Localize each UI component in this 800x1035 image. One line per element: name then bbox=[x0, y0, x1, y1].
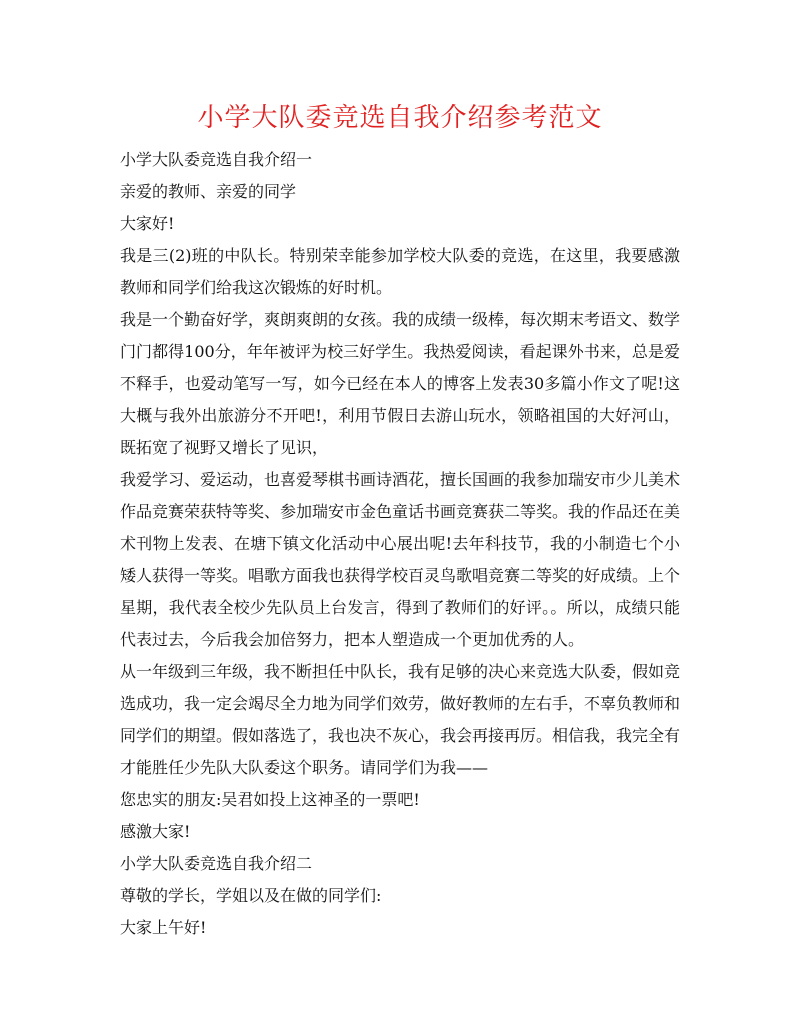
paragraph-greeting-2: 大家上午好! bbox=[120, 918, 207, 937]
paragraph-heading-2: 小学大队委竞选自我介绍二 bbox=[120, 854, 313, 873]
paragraph-pledge: 从一年级到三年级，我不断担任中队长，我有足够的决心来竞选大队委，假如竞选成功，我一定会竭尽全力地为同学们效劳，做好教师的左右手，不辜负教师和同学们的期望。假如落选了，我也决不灰心，我会再接再厉。相信我，我完全有才能胜任少先队大队委这个职务。请同学们为我—— bbox=[120, 662, 681, 777]
document-title: 小学大队委竞选自我介绍参考范文 bbox=[197, 103, 603, 133]
paragraph-hobbies: 我爱学习、爱运动，也喜爱琴棋书画诗酒花，擅长国画的我参加瑞安市少儿美术作品竞赛荣获特等奖、参加瑞安市金色童话书画竞赛获二等奖。我的作品还在美术刊物上发表、在塘下镇文化活动中心展出呢!去年科技节，我的小制造七个小矮人获得一等奖。唱歌方面我也获得学校百灵鸟歌唱竞赛二等奖的好成绩。上个星期，我代表全校少先队员上台发言，得到了教师们的好评。。所以，成绩只能代表过去，今后我会加倍努力，把本人塑造成一个更加优秀的人。 bbox=[120, 470, 681, 649]
paragraph-salutation: 亲爱的教师、亲爱的同学 bbox=[120, 182, 297, 201]
paragraph-study: 我是一个勤奋好学，爽朗爽朗的女孩。我的成绩一级棒，每次期末考语文、数学门门都得100分，年年被评为校三好学生。我热爱阅读，看起课外书来，总是爱不释手，也爱动笔写一写，如今已经在本人的博客上发表30多篇小作文了呢!这大概与我外出旅游分不开吧!，利用节假日去游山玩水，领略祖国的大好河山，既拓宽了视野又增长了见识， bbox=[120, 310, 681, 457]
paragraph-intro: 我是三(2)班的中队长。特别荣幸能参加学校大队委的竞选，在这里，我要感激教师和同学们给我这次锻炼的好时机。 bbox=[120, 246, 680, 297]
paragraph-heading-1: 小学大队委竞选自我介绍一 bbox=[120, 150, 313, 169]
paragraph-greeting: 大家好! bbox=[120, 214, 175, 233]
paragraph-salutation-2: 尊敬的学长，学姐以及在做的同学们: bbox=[120, 886, 382, 905]
document-body bbox=[120, 144, 680, 944]
paragraph-thanks: 感激大家! bbox=[120, 822, 191, 841]
paragraph-signoff: 您忠实的朋友:吴君如投上这神圣的一票吧! bbox=[120, 790, 420, 809]
